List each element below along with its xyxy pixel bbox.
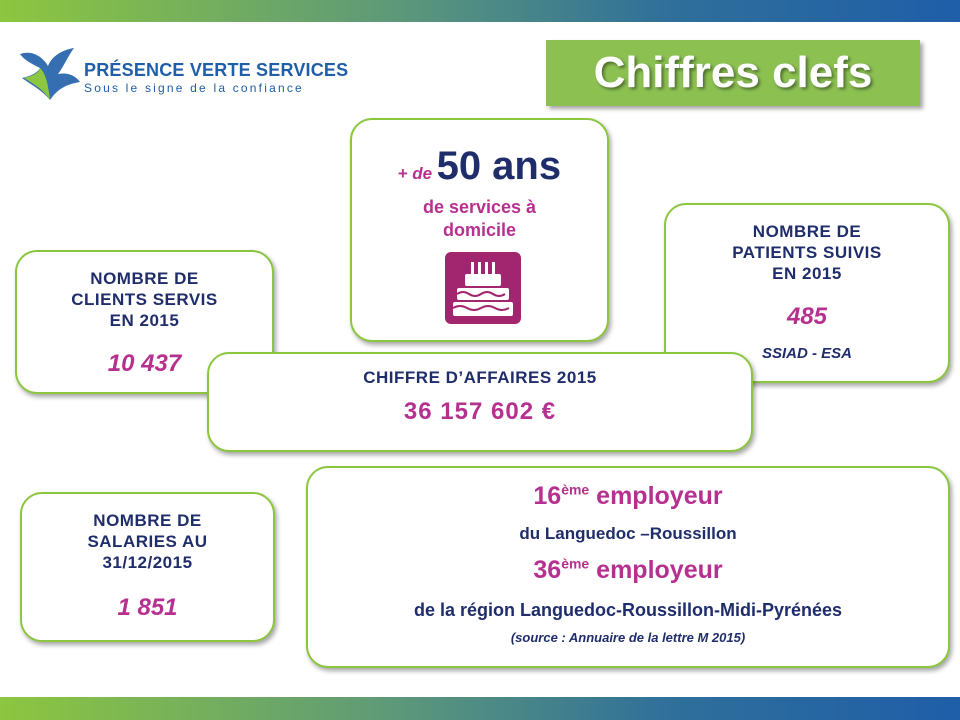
revenue-value: 36 157 602 € [403, 398, 557, 425]
patients-value: 485 [786, 303, 828, 330]
patients-label-line2: PATIENTS SUIVIS [732, 243, 882, 262]
rank1-word: employeur [596, 482, 723, 510]
patients-label-line3: EN 2015 [772, 264, 842, 283]
rank1-region: du Languedoc –Roussillon [519, 524, 737, 543]
clients-label-line2: CLIENTS SERVIS [71, 290, 218, 309]
rank2-suffix: ème [561, 555, 590, 572]
employees-label-line2: SALARIES AU [87, 532, 208, 551]
logo-name: PRÉSENCE VERTE SERVICES [84, 60, 349, 80]
rank2-number: 36 [533, 556, 562, 584]
birthday-cake-icon [445, 252, 521, 324]
rank1-suffix: ème [561, 481, 590, 498]
employees-card [20, 492, 275, 642]
years-line1: de services à [422, 197, 537, 217]
dove-icon [18, 44, 82, 104]
patients-label-line1: NOMBRE DE [752, 222, 862, 241]
revenue-card [207, 352, 753, 452]
clients-label-line1: NOMBRE DE [90, 269, 199, 288]
ranking-source: (source : Annuaire de la lettre M 2015) [510, 630, 746, 645]
title-banner [546, 40, 920, 106]
years-value: 50 ans [436, 144, 562, 188]
years-card [350, 118, 609, 342]
clients-label-line3: EN 2015 [109, 311, 180, 330]
logo-tagline: Sous le signe de la confiance [84, 81, 304, 95]
rank1-number: 16 [533, 482, 562, 510]
bottom-gradient-bar [0, 697, 960, 720]
top-gradient-bar [0, 0, 960, 22]
clients-value: 10 437 [107, 350, 182, 377]
ranking-card [306, 466, 950, 668]
years-prefix-de: de [412, 164, 433, 183]
page-title: Chiffres clefs [593, 48, 873, 97]
years-line2: domicile [442, 220, 517, 240]
employees-label-line3: 31/12/2015 [102, 553, 193, 572]
logo [18, 44, 349, 104]
years-prefix-plus: + [397, 164, 408, 183]
rank2-word: employeur [596, 556, 723, 584]
revenue-label: CHIFFRE D’AFFAIRES 2015 [363, 368, 597, 387]
employees-label-line1: NOMBRE DE [93, 511, 202, 530]
rank2-region: de la région Languedoc-Roussillon-Midi-Pyrénées [413, 600, 843, 620]
patients-sub: SSIAD - ESA [761, 345, 852, 362]
employees-value: 1 851 [117, 594, 178, 621]
